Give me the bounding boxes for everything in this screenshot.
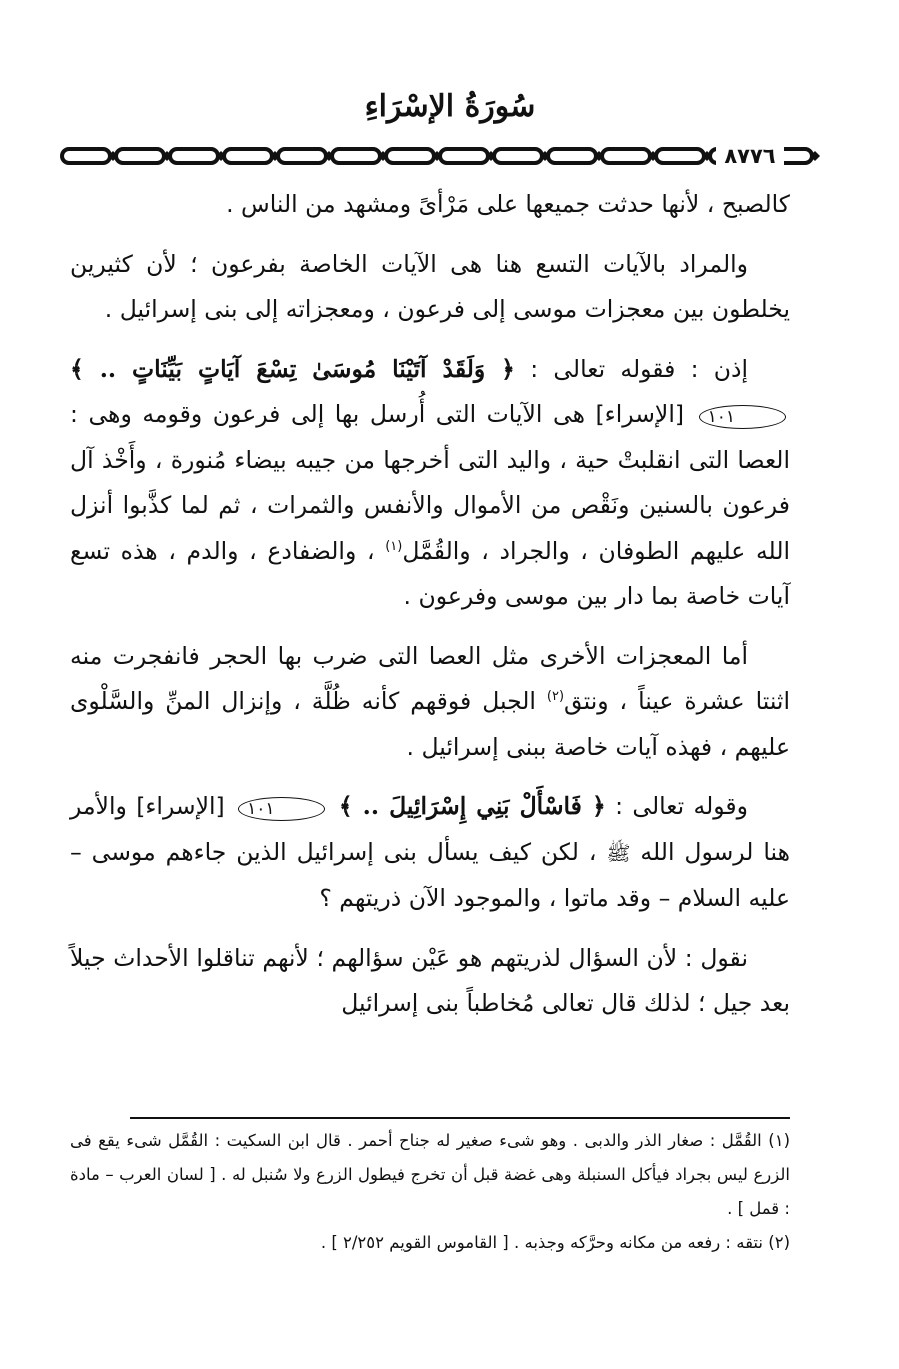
footnote-1: (١) القُمَّل : صغار الذر والدبى . وهو شىء صغير له جناح أحمر . قال ابن السكيت : القُمَّل شىء يقع فى الزرع ليس بجراد فيأكل السنبلة وهى غضة قبل أن تخرج فيطول الزرع ولا سُنبل له . [ لسان العرب – مادة : قمل ] . [70,1131,790,1218]
paragraph-5-intro: وقوله تعالى : [615,792,748,820]
footnote-ref-1[interactable]: (١) [385,538,403,554]
footnote-ref-2[interactable]: (٢) [546,689,565,705]
verse-number-badge: ١٠١ [238,797,325,821]
salla-ligature: ﷺ [606,840,631,865]
paragraph-2: والمراد بالآيات التسع هنا هى الآيات الخاصة بفرعون ؛ لأن كثيرين يخلطون بين معجزات موسى إلى فرعون ، ومعجزاته إلى بنى إسرائيل . [70,249,790,323]
footnotes [70,1124,790,1260]
verse-number-badge: ١٠١ [699,405,786,429]
footnote-2: (٢) نتقه : رفعه من مكانه وحرَّكه وجذبه . [ القاموس القويم ٢/٢٥٢ ] . [320,1233,790,1252]
paragraph-5-text-a: والأمر هنا لرسول الله [70,792,790,866]
surah-title: سُورَةُ الإسْرَاءِ [364,89,536,124]
paragraph-6: نقول : لأن السؤال لذريتهم هو عَيْن سؤالهم ؛ لأنهم تناقلوا الأحداث جيلاً بعد جيل ؛ لذلك قال تعالى مُخاطباً بنى إسرائيل [70,943,790,1017]
paragraph-3 [70,347,790,620]
surah-reference: [الإسراء] [136,792,225,820]
ornamental-header-rule [58,140,830,172]
quran-verse: ﴿ وَلَقَدْ آتَيْنَا مُوسَىٰ تِسْعَ آيَاتٍ بَيِّنَاتٍ .. ﴾ [70,354,515,383]
footnote-separator [130,1117,790,1119]
paragraph-3-intro: إذن : فقوله تعالى : [530,354,748,383]
quran-verse: ﴿ فَاسْأَلْ بَنِي إِسْرَائِيلَ .. ﴾ [338,792,606,820]
paragraph-3-text-b: ، والضفادع ، والدم ، هذه تسع آيات خاصة بما دار بين موسى وفرعون . [70,536,790,610]
paragraph-4-text-b: الجبل فوقهم كأنه ظُلَّة ، وإنزال المنِّ والسَّلْوى عليهم ، فهذه آيات خاصة ببنى إسرائيل . [70,687,790,761]
surah-reference: [الإسراء] [595,400,685,428]
paragraph-5 [70,784,790,922]
paragraph-5-text-b: ، لكن كيف يسأل بنى إسرائيل الذين جاءهم موسى – عليه السلام – وقد ماتوا ، والموجود الآن ذريتهم ؟ [70,837,790,912]
paragraph-4 [70,634,790,771]
paragraph-4-text-a: أما المعجزات الأخرى مثل العصا التى ضرب بها الحجر فانفجرت منه اثنتا عشرة عيناً ، ونتق [70,641,790,715]
paragraph-3-text-a: هى الآيات التى أُرسل بها إلى فرعون وقومه وهى : العصا التى انقلبتْ حية ، واليد التى أخرجها من جيبه بيضاء مُنورة ، وأَخْذ آل فرعون بالسنين ونَقْص من الأموال والأنفس والثمرات ، ثم لما كذَّبوا أنزل الله عليهم الطوفان ، والجراد ، والقُمَّل [70,400,791,565]
main-text [70,182,790,1027]
paragraph-1: كالصبح ، لأنها حدثت جميعها على مَرْأىً ومشهد من الناس . [226,190,790,218]
page-number: ٨٧٧٦ [716,142,784,170]
